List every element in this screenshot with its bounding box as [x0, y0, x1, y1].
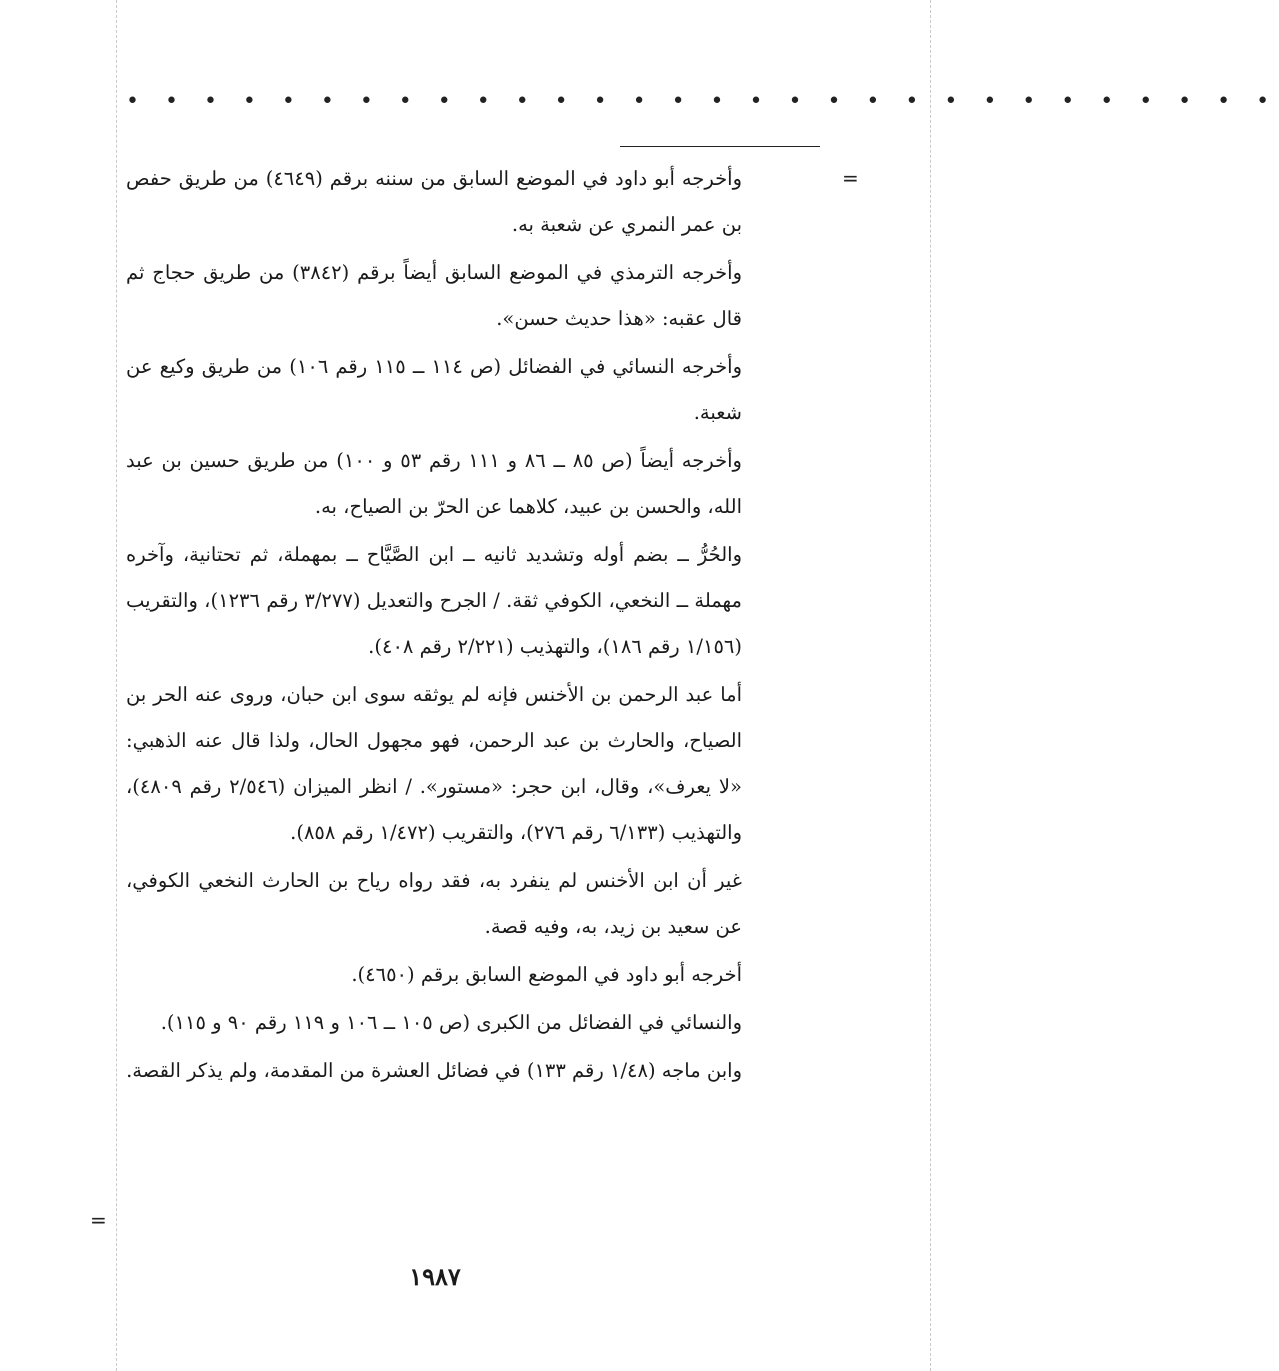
continuation-marker-bottom: =: [90, 1208, 107, 1232]
footnote-paragraph: وابن ماجه (١/٤٨ رقم ١٣٣) في فضائل العشرة من المقدمة، ولم يذكر القصة.: [126, 1059, 742, 1082]
footnote-rule: [620, 146, 820, 147]
footnote-paragraph: وأخرجه النسائي في الفضائل (ص ١١٤ ــ ١١٥ رقم ١٠٦) من طريق وكيع عن شعبة.: [126, 355, 742, 424]
footnote-body: [126, 156, 742, 1096]
dotted-separator: • • • • • • • • • • • • • • • • • • • • • • • • • • • • • •: [126, 89, 1279, 114]
right-margin-line: [930, 0, 931, 1371]
footnote-paragraph: أما عبد الرحمن بن الأخنس فإنه لم يوثقه سوى ابن حبان، وروى عنه الحر بن الصياح، والحارث بن عبد الرحمن، فهو مجهول الحال، ولذا قال عنه الذهبي: «لا يعرف»، وقال، ابن حجر: «مستور». / انظر الميزان (٢/٥٤٦ رقم ٤٨٠٩)، والتهذيب (٦/١٣٣ رقم ٢٧٦)، والتقريب (١/٤٧٢ رقم ٨٥٨).: [126, 683, 742, 844]
footnote-paragraph: وأخرجه أيضاً (ص ٨٥ ــ ٨٦ و ١١١ رقم ٥٣ و ١٠٠) من طريق حسين بن عبد الله، والحسن بن عبيد، كلاهما عن الحرّ بن الصياح، به.: [126, 449, 742, 518]
footnote-paragraph: أخرجه أبو داود في الموضع السابق برقم (٤٦٥٠).: [351, 963, 742, 986]
continuation-marker-top: =: [842, 166, 859, 190]
page-number: ١٩٨٧: [409, 1262, 461, 1291]
left-margin-line: [116, 0, 117, 1371]
footnote-paragraph: والحُرُّ ــ بضم أوله وتشديد ثانيه ــ ابن الصَّيَّاح ــ بمهملة، ثم تحتانية، وآخره مهملة ــ النخعي، الكوفي ثقة. / الجرح والتعديل (٣/٢٧٧ رقم ١٢٣٦)، والتقريب (١/١٥٦ رقم ١٨٦)، والتهذيب (٢/٢٢١ رقم ٤٠٨).: [126, 543, 742, 658]
footnote-paragraph: وأخرجه أبو داود في الموضع السابق من سننه برقم (٤٦٤٩) من طريق حفص بن عمر النمري عن شعبة به.: [126, 167, 742, 236]
footnote-paragraph: والنسائي في الفضائل من الكبرى (ص ١٠٥ ــ ١٠٦ و ١١٩ رقم ٩٠ و ١١٥).: [160, 1011, 742, 1034]
footnote-paragraph: غير أن ابن الأخنس لم ينفرد به، فقد رواه رياح بن الحارث النخعي الكوفي، عن سعيد بن زيد، به، وفيه قصة.: [126, 869, 742, 938]
footnote-paragraph: وأخرجه الترمذي في الموضع السابق أيضاً برقم (٣٨٤٢) من طريق حجاج ثم قال عقبه: «هذا حديث حسن».: [126, 261, 742, 330]
